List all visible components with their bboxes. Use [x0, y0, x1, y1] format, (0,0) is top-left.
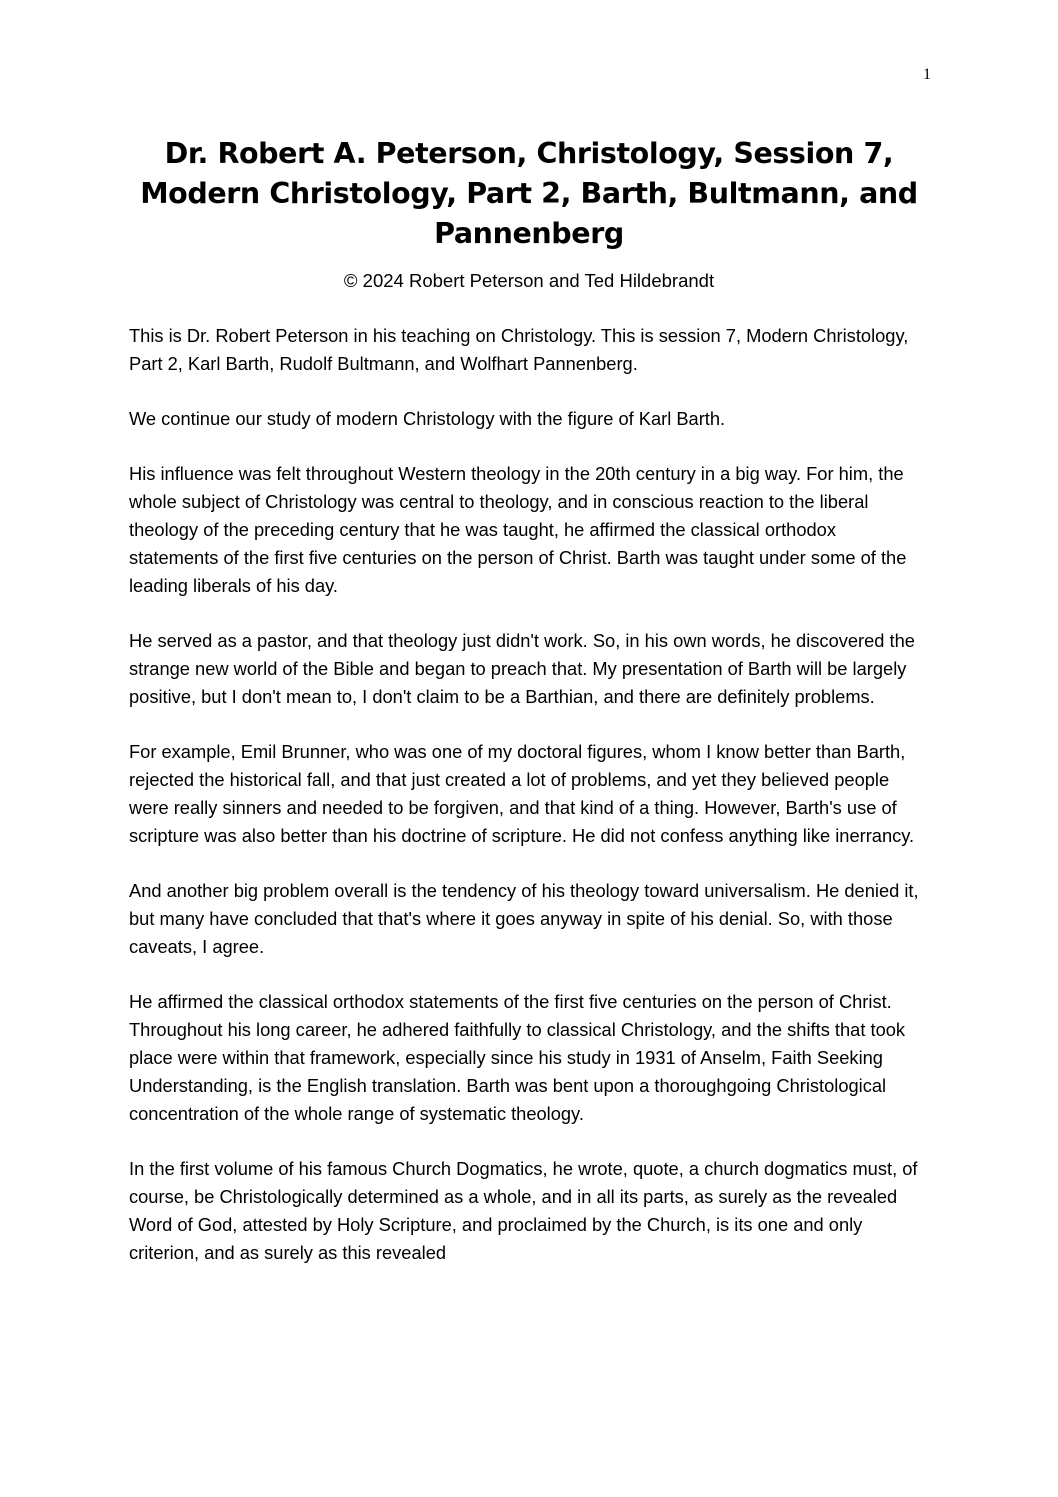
- document-title: Dr. Robert A. Peterson, Christology, Session 7, Modern Christology, Part 2, Barth, Bultmann, and Pannenberg: [140, 137, 918, 250]
- paragraph: For example, Emil Brunner, who was one of my doctoral figures, whom I know better than Barth, rejected the historical fall, and that just created a lot of problems, and yet they believed people were really sinners and needed to be forgiven, and that kind of a thing. However, Barth's use of scripture was also better than his doctrine of scripture. He did not confess anything like inerrancy.: [129, 741, 915, 846]
- copyright-line: © 2024 Robert Peterson and Ted Hildebrandt: [343, 270, 715, 291]
- paragraph: In the first volume of his famous Church Dogmatics, he wrote, quote, a church dogmatics must, of course, be Christologically determined as a whole, and in all its parts, as surely as the revealed Word of God, attested by Holy Scripture, and proclaimed by the Church, is its one and only criterion, and as surely as this revealed: [129, 1158, 918, 1263]
- paragraph: And another big problem overall is the tendency of his theology toward universalism. He denied it, but many have concluded that that's where it goes anyway in spite of his denial. So, with those caveats, I agree.: [129, 880, 919, 957]
- paragraph: He affirmed the classical orthodox statements of the first five centuries on the person of Christ. Throughout his long career, he adhered faithfully to classical Christology, and the shifts that took place were within that framework, especially since his study in 1931 of Anselm, Faith Seeking Understanding, is the English translation. Barth was bent upon a thoroughgoing Christological concentration of the whole range of systematic theology.: [129, 991, 906, 1124]
- page-number: 1: [923, 66, 931, 83]
- paragraph: This is Dr. Robert Peterson in his teaching on Christology. This is session 7, Modern Christology, Part 2, Karl Barth, Rudolf Bultmann, and Wolfhart Pannenberg.: [129, 325, 909, 374]
- paragraph: His influence was felt throughout Western theology in the 20th century in a big way. For him, the whole subject of Christology was central to theology, and in conscious reaction to the liberal theology of the preceding century that he was taught, he affirmed the classical orthodox statements of the first five centuries on the person of Christ. Barth was taught under some of the leading liberals of his day.: [129, 463, 907, 596]
- paragraph: We continue our study of modern Christology with the figure of Karl Barth.: [129, 408, 726, 429]
- paragraph: He served as a pastor, and that theology just didn't work. So, in his own words, he discovered the strange new world of the Bible and began to preach that. My presentation of Barth will be largely positive, but I don't mean to, I don't claim to be a Barthian, and there are definitely problems.: [129, 630, 915, 707]
- document-body: [129, 322, 929, 1294]
